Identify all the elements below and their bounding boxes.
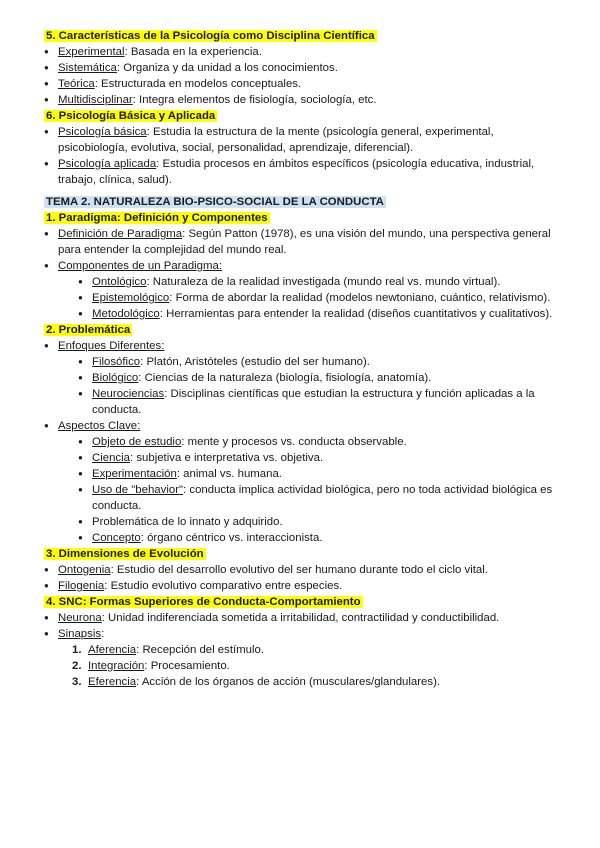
- list-item: ● Biológico: Ciencias de la naturaleza (biología, fisiología, anatomía).: [78, 370, 556, 386]
- list-item: ● Neurociencias: Disciplinas científicas que estudian la estructura y función aplicadas a la conducta.: [78, 386, 556, 418]
- list-item: ● Concepto: órgano céntrico vs. interaccionista.: [78, 530, 556, 546]
- list-item: ● Filogenia: Estudio evolutivo comparativo entre especies.: [44, 578, 556, 594]
- paradigma-heading: 1. Paradigma: Definición y Componentes: [46, 212, 268, 224]
- sinapsis-numbered-list: [72, 642, 556, 690]
- list-item: ● Metodológico: Herramientas para entender la realidad (diseños cuantitativos y cualitativos).: [78, 306, 556, 322]
- componentes-sublist: [78, 274, 556, 322]
- list-item: ● Problemática de lo innato y adquirido.: [78, 514, 556, 530]
- section-5-list: [44, 44, 556, 108]
- list-item: ● Uso de "behavior": conducta implica actividad biológica, pero no toda actividad biológica es conducta.: [78, 482, 556, 514]
- list-item: ● Filosófico: Platón, Aristóteles (estudio del ser humano).: [78, 354, 556, 370]
- list-item: ● Aspectos Clave: ● Objeto de estudio: mente y procesos vs. conducta observable. ● Ciencia: subjetiva e interpretativa vs. objetiva. ● Experimentación: animal vs. humana. ● Uso de "behavior": conducta implica actividad biológica, pero no toda actividad biológica es conducta. ● Problemática de lo innato y adquirido. ● Concepto: órgano céntrico vs. interaccionista.: [44, 418, 556, 546]
- list-item: ● Objeto de estudio: mente y procesos vs. conducta observable.: [78, 434, 556, 450]
- snc-heading: 4. SNC: Formas Superiores de Conducta-Comportamiento: [46, 596, 361, 608]
- dimensiones-heading: 3. Dimensiones de Evolución: [46, 548, 204, 560]
- tema-2-heading: TEMA 2. NATURALEZA BIO-PSICO-SOCIAL DE LA CONDUCTA: [46, 196, 384, 208]
- list-item: 3. Eferencia: Acción de los órganos de acción (musculares/glandulares).: [72, 676, 441, 688]
- section-6-list: [44, 124, 556, 188]
- list-item: ● Teórica: Estructurada en modelos conceptuales.: [44, 76, 556, 92]
- section-6-heading: 6. Psicología Básica y Aplicada: [46, 110, 216, 122]
- list-item: ● Psicología aplicada: Estudia procesos en ámbitos específicos (psicología educativa, industrial, trabajo, clínica, salud).: [44, 156, 556, 188]
- list-item: ● Enfoques Diferentes: ● Filosófico: Platón, Aristóteles (estudio del ser humano). ● Biológico: Ciencias de la naturaleza (biología, fisiología, anatomía). ● Neurociencias: Disciplinas científicas que estudian la estructura y función aplicadas a la conducta.: [44, 338, 556, 418]
- snc-list: [44, 610, 556, 690]
- section-5-heading: 5. Características de la Psicología como Disciplina Científica: [46, 30, 375, 42]
- problematica-heading: 2. Problemática: [46, 324, 131, 336]
- paradigma-list: [44, 226, 556, 322]
- list-item: ● Definición de Paradigma: Según Patton (1978), es una visión del mundo, una perspectiva general para entender la complejidad del mundo real.: [44, 226, 556, 258]
- enfoques-sublist: [78, 354, 556, 418]
- dimensiones-list: [44, 562, 556, 594]
- aspectos-sublist: [78, 434, 556, 546]
- list-item: ● Neurona: Unidad indiferenciada sometida a irritabilidad, contractilidad y conductibilidad.: [44, 610, 556, 626]
- list-item: ● Experimentación: animal vs. humana.: [78, 466, 556, 482]
- list-item: ● Experimental: Basada en la experiencia.: [44, 44, 556, 60]
- list-item: 1. Aferencia: Recepción del estímulo.: [72, 644, 265, 656]
- list-item: ● Ontogenia: Estudio del desarrollo evolutivo del ser humano durante todo el ciclo vital.: [44, 562, 556, 578]
- list-item: 2. Integración: Procesamiento.: [72, 660, 230, 672]
- list-item: ● Ciencia: subjetiva e interpretativa vs. objetiva.: [78, 450, 556, 466]
- list-item: ● Psicología básica: Estudia la estructura de la mente (psicología general, experimental, psicobiología, evolutiva, social, personalidad, aprendizaje, diferencial).: [44, 124, 556, 156]
- list-item: ● Componentes de un Paradigma: ● Ontológico: Naturaleza de la realidad investigada (mundo real vs. mundo virtual). ● Epistemológico: Forma de abordar la realidad (modelos newtoniano, cuántico, relativismo). ● Metodológico: Herramientas para entender la realidad (diseños cuantitativos y cualitativos).: [44, 258, 556, 322]
- list-item: ● Sistemática: Organiza y da unidad a los conocimientos.: [44, 60, 556, 76]
- problematica-list: [44, 338, 556, 546]
- list-item: ● Sinapsis: 1. Aferencia: Recepción del estímulo. 2. Integración: Procesamiento. 3. Eferencia: Acción de los órganos de acción (musculares/glandulares).: [44, 626, 556, 690]
- list-item: ● Multidisciplinar: Integra elementos de fisiología, sociología, etc.: [44, 92, 556, 108]
- list-item: ● Ontológico: Naturaleza de la realidad investigada (mundo real vs. mundo virtual).: [78, 274, 556, 290]
- list-item: ● Epistemológico: Forma de abordar la realidad (modelos newtoniano, cuántico, relativismo).: [78, 290, 556, 306]
